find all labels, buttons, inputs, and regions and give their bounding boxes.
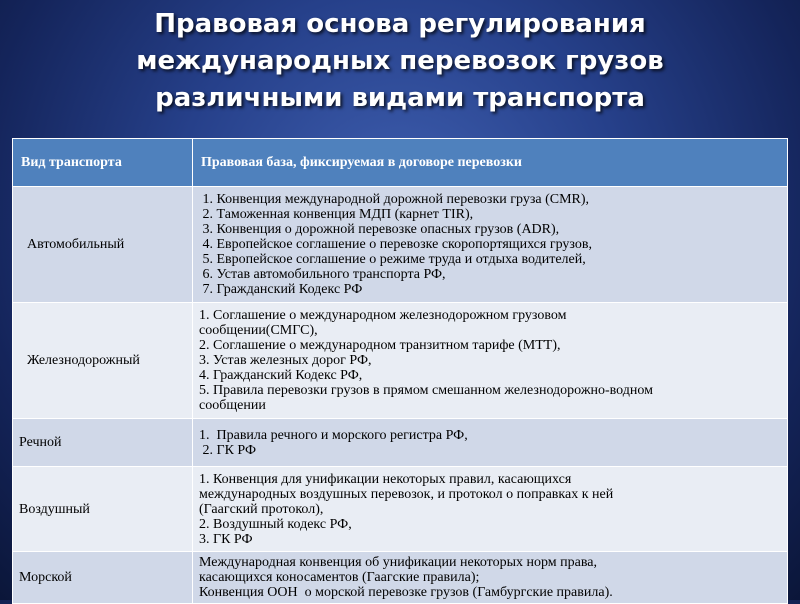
basis-line: 1. Конвенция международной дорожной перевозки груза (CMR), xyxy=(199,192,590,207)
transport-type-cell: Железнодорожный xyxy=(13,303,193,419)
legal-basis-cell xyxy=(193,419,788,467)
basis-line: 2. Соглашение о международном транзитном тарифе (МТТ), xyxy=(199,338,561,353)
basis-line: 5. Европейское соглашение о режиме труда и отдыха водителей, xyxy=(199,252,586,267)
basis-line: сообщении xyxy=(199,398,266,413)
basis-line: 2. Воздушный кодекс РФ, xyxy=(199,516,352,532)
legal-basis-cell xyxy=(193,552,788,604)
basis-line: 4. Европейское соглашение о перевозке скоропортящихся грузов, xyxy=(199,237,592,252)
transport-type-cell: Автомобильный xyxy=(13,187,193,303)
table-row xyxy=(13,419,788,467)
basis-line: касающихся коносаментов (Гаагские правила); xyxy=(199,570,480,585)
table-row xyxy=(13,187,788,303)
basis-line: 1. Правила речного и морского регистра РФ, xyxy=(199,427,468,443)
basis-line: 2. ГК РФ xyxy=(199,442,257,458)
header-legal-basis: Правовая база, фиксируемая в договоре перевозки xyxy=(193,139,788,187)
basis-line: Международная конвенция об унификации некоторых норм права, xyxy=(199,555,597,570)
table-header-row xyxy=(13,139,788,187)
basis-line: 4. Гражданский Кодекс РФ, xyxy=(199,368,363,383)
transport-type-cell: Воздушный xyxy=(13,467,193,552)
basis-line: 5. Правила перевозки грузов в прямом смешанном железнодорожно-водном xyxy=(199,383,653,398)
title-line-1: Правовая основа регулирования xyxy=(154,9,646,39)
transport-type-cell: Морской xyxy=(13,552,193,604)
title-line-3: различными видами транспорта xyxy=(155,83,645,113)
basis-line: 2. Таможенная конвенция МДП (карнет TIR), xyxy=(199,207,474,222)
basis-line: международных воздушных перевозок, и протокол о поправках к ней xyxy=(199,486,614,502)
legal-basis-cell xyxy=(193,303,788,419)
basis-line: (Гаагский протокол), xyxy=(199,501,324,517)
basis-line: 7. Гражданский Кодекс РФ xyxy=(199,282,363,297)
basis-line: 6. Устав автомобильного транспорта РФ, xyxy=(199,267,446,282)
header-transport-type: Вид транспорта xyxy=(13,139,193,187)
legal-basis-cell xyxy=(193,467,788,552)
table-row xyxy=(13,303,788,419)
slide-title xyxy=(0,6,800,117)
transport-type-cell: Речной xyxy=(13,419,193,467)
basis-line: сообщении(СМГС), xyxy=(199,323,318,338)
basis-line: 1. Конвенция для унификации некоторых правил, касающихся xyxy=(199,471,572,487)
basis-line: 3. ГК РФ xyxy=(199,531,253,547)
basis-line: Конвенция ООН о морской перевозке грузов (Гамбургские правила). xyxy=(199,585,613,600)
title-line-2: международных перевозок грузов xyxy=(136,46,664,76)
legal-basis-table xyxy=(12,138,788,604)
table-row xyxy=(13,467,788,552)
basis-line: 3. Конвенция о дорожной перевозке опасных грузов (ADR), xyxy=(199,222,560,237)
legal-basis-cell xyxy=(193,187,788,303)
basis-line: 1. Соглашение о международном железнодорожном грузовом xyxy=(199,308,567,323)
table-row xyxy=(13,552,788,604)
basis-line: 3. Устав железных дорог РФ, xyxy=(199,353,372,368)
